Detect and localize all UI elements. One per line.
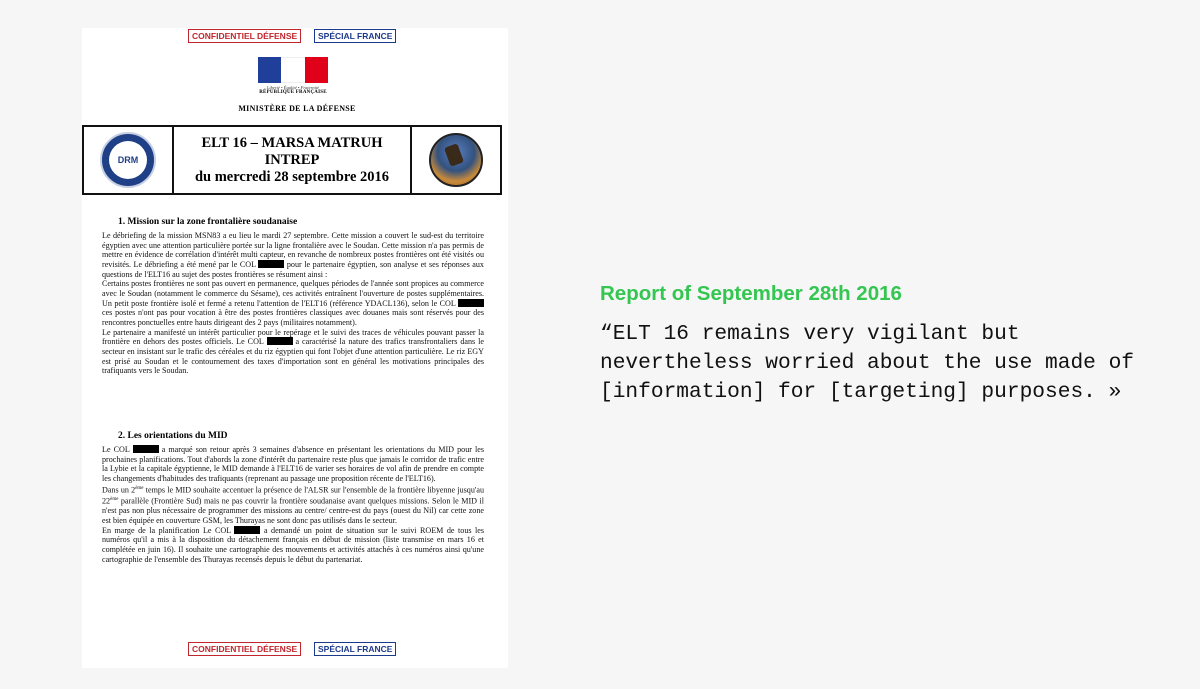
- section2-paragraph1: [102, 445, 484, 484]
- section1-paragraph3: [102, 328, 484, 376]
- report-date-heading: Report of September 28th 2016: [600, 282, 902, 305]
- s1p3-text-a: Le partenaire a manifesté un intérêt particulier pour le repérage et le suivi des traces de véhicules pouvant passer la frontière en dehors des postes officiels. Le COL: [102, 327, 484, 347]
- s1p1-text-a: Le débriefing de la mission MSN83 a eu lieu le mardi 27 septembre. Cette mission a couvert le sud-est du territoire égyptien avec une attention particulière portée sur la ligne frontalière avec le Soudan. Cette mission n'a pas permis de mettre en évidence de corrélation d'intérêt multi capteur, en revanche de nombreux postes frontières ont été visités ou revisités. Le débriefing a été mené par le COL: [102, 231, 484, 269]
- s2p2-superscript-1: ème: [135, 485, 144, 491]
- document-page: [82, 28, 508, 668]
- redaction-bar: [258, 260, 284, 268]
- report-summary-panel: [600, 282, 1180, 407]
- ministry-name: MINISTÈRE DE LA DÉFENSE: [238, 104, 356, 113]
- section1-paragraph2: [102, 279, 484, 327]
- redaction-bar: [133, 445, 159, 453]
- header-right-cell: [410, 127, 500, 193]
- s1p1-text-b: pour le partenaire égyptien, son analyse et ses réponses aux questions de l'ELT16 au sujet des postes frontières se résument ainsi :: [102, 259, 484, 279]
- s1p2-text-b: ces postes n'ont pas pour vocation à être des postes frontières classiques avec douanes mais sont réservés pour des rencontres ponctuelles entre hauts dirigeant des 2 pays (militaires notamment).: [102, 308, 484, 327]
- drm-badge-label: DRM: [109, 141, 147, 179]
- confidential-stamp-top: CONFIDENTIEL DÉFENSE: [188, 29, 301, 43]
- section2-paragraph3: [102, 526, 484, 565]
- s1p3-text-b: a caractérisé la nature des trafics transfrontaliers dans le secteur en insistant sur le trafic des céréales et du riz égyptien qui font l'objet d'une attention particulière. Le riz EGY est prisé au Soudan et le contournement des taxes d'importation sont en général les motivations principales des trafiquants vers le Soudan.: [102, 337, 484, 376]
- redaction-bar: [234, 526, 260, 534]
- report-title-line1: ELT 16 – MARSA MATRUH: [201, 134, 383, 151]
- header-left-cell: [84, 127, 174, 193]
- confidential-stamp-bottom: CONFIDENTIEL DÉFENSE: [188, 642, 301, 656]
- header-title-cell: [174, 127, 410, 193]
- special-france-stamp-bottom: SPÉCIAL FRANCE: [314, 642, 396, 656]
- marianne-flag-icon: [258, 57, 328, 83]
- drm-seal-icon: [100, 132, 156, 188]
- report-header-box: [82, 125, 502, 195]
- section1-body: [102, 231, 484, 376]
- report-title-line2: INTREP: [264, 151, 320, 168]
- report-title-line3: du mercredi 28 septembre 2016: [194, 168, 390, 185]
- s2p3-text-b: a demandé un point de situation sur le suivi ROEM de tous les numéros qu'il a mis à la disposition du détachement français en début de mission (liste transmise en mars 16 et complétée en juin 16). Il souhaite une cartographie des mouvements et activités attachés à ces numéros ainsi qu'une cartographie de l'ensemble des Thurayas recensés depuis le début du partenariat.: [102, 525, 485, 564]
- logo-motto: Liberté • Égalité • Fraternité: [266, 85, 320, 90]
- special-france-stamp-top: SPÉCIAL FRANCE: [314, 29, 396, 43]
- operations-badge-icon: [429, 133, 483, 187]
- s2p2-text-pre: Dans un 2: [102, 485, 136, 495]
- section1-paragraph1: [102, 231, 484, 279]
- s2p2-superscript-2: ème: [110, 496, 119, 502]
- section2-paragraph2: [102, 484, 484, 526]
- s2p1-text-b: a marqué son retour après 3 semaines d'absence en présentant les orientations du MID pour les prochaines planifications. Tout d'abords la zone d'intérêt du partenaire reste plus que jamais le corridor de trafic entre la Lybie et la capitale égyptienne, le MID demande à l'ELT16 de varier ses horaires de vol afin de prendre en compte les changements d'habitudes des trafiquants (reprenant au passage une proposition récente de l'ELT16).: [102, 445, 485, 483]
- s2p3-text-a: En marge de la planification Le COL: [102, 525, 231, 535]
- report-quote: “ELT 16 remains very vigilant but nevertheless worried about the use made of [information] for [targeting] purposes. »: [600, 322, 1135, 404]
- section1-heading: 1. Mission sur la zone frontalière soudanaise: [118, 217, 298, 227]
- s1p2-text-a: Certains postes frontières ne sont pas ouvert en permanence, quelques périodes de l'année sont propices au commerce avec le Soudan (notamment le commerce du Sésame), ces activités entraînent l'ouverture de postes supplémentaires. Un petit poste frontière isolé et fermé a retenu l'attention de l'ELT16 (référence YDACL136), selon le COL: [102, 279, 484, 308]
- redaction-bar: [267, 337, 293, 345]
- s2p1-text-a: Le COL: [102, 445, 130, 454]
- s2p2-text-mid: temps le MID souhaite accentuer la présence de l'ALSR sur l'ensemble de la frontière libyenne jusqu'au 22: [102, 485, 484, 506]
- section2-body: [102, 445, 484, 564]
- section2-heading: 2. Les orientations du MID: [118, 431, 228, 441]
- s2p2-text-post: parallèle (Frontière Sud) mais ne pas couvrir la frontière soudanaise avant quelques missions. Selon le MID il n'est pas non plus nécessaire de programmer des missions au centre/ centre-est du pays (ouest du Nil) car cette zone est bien équipée en couverture GSM, les Thurayas ne sont donc pas utilisés dans le secteur.: [102, 496, 484, 525]
- redaction-bar: [458, 299, 484, 307]
- logo-republic: RÉPUBLIQUE FRANÇAISE: [259, 90, 327, 95]
